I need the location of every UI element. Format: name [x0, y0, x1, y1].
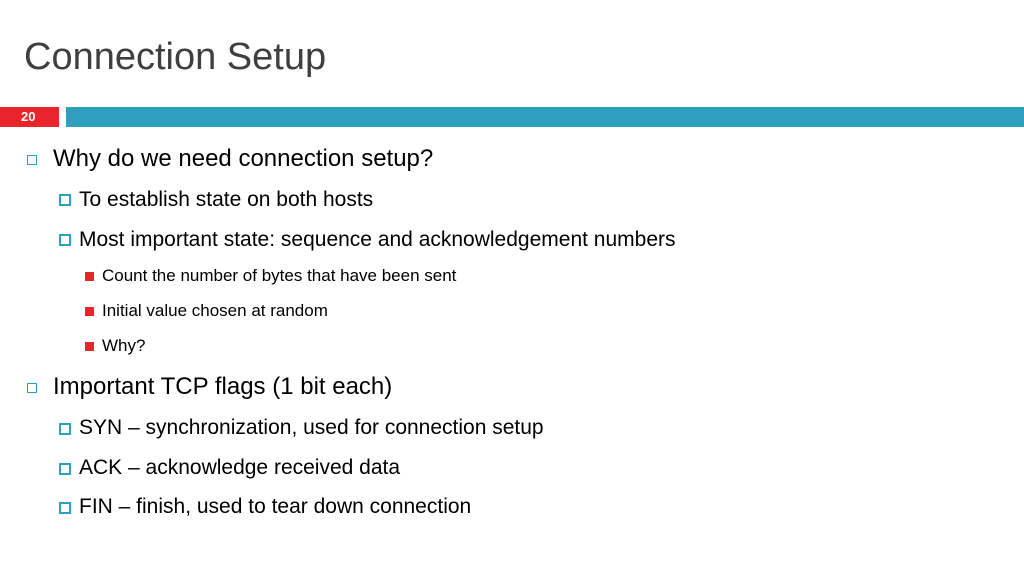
hollow-square-bullet-icon — [27, 383, 37, 393]
box-bullet-icon — [59, 463, 71, 475]
bullet-level3: Count the number of bytes that have been sent — [102, 266, 457, 285]
bullet-level2: FIN – finish, used to tear down connection — [79, 495, 472, 518]
bullet-level3: Why? — [102, 336, 146, 355]
red-square-bullet-icon — [85, 342, 94, 351]
slide-number-badge: 20 — [0, 107, 59, 127]
slide-title: Connection Setup — [24, 36, 327, 78]
header-bar — [66, 107, 1024, 127]
bullet-level3: Initial value chosen at random — [102, 301, 328, 320]
bullet-level2: ACK – acknowledge received data — [79, 456, 401, 479]
red-square-bullet-icon — [85, 307, 94, 316]
hollow-square-bullet-icon — [27, 155, 37, 165]
red-square-bullet-icon — [85, 272, 94, 281]
box-bullet-icon — [59, 234, 71, 246]
bullet-level2: To establish state on both hosts — [79, 188, 374, 211]
box-bullet-icon — [59, 194, 71, 206]
bullet-level2: SYN – synchronization, used for connection setup — [79, 416, 544, 439]
bullet-level2: Most important state: sequence and acknowledgement numbers — [79, 228, 676, 251]
box-bullet-icon — [59, 423, 71, 435]
bullet-level1: Important TCP flags (1 bit each) — [53, 373, 393, 400]
bullet-level1: Why do we need connection setup? — [53, 145, 434, 172]
box-bullet-icon — [59, 502, 71, 514]
